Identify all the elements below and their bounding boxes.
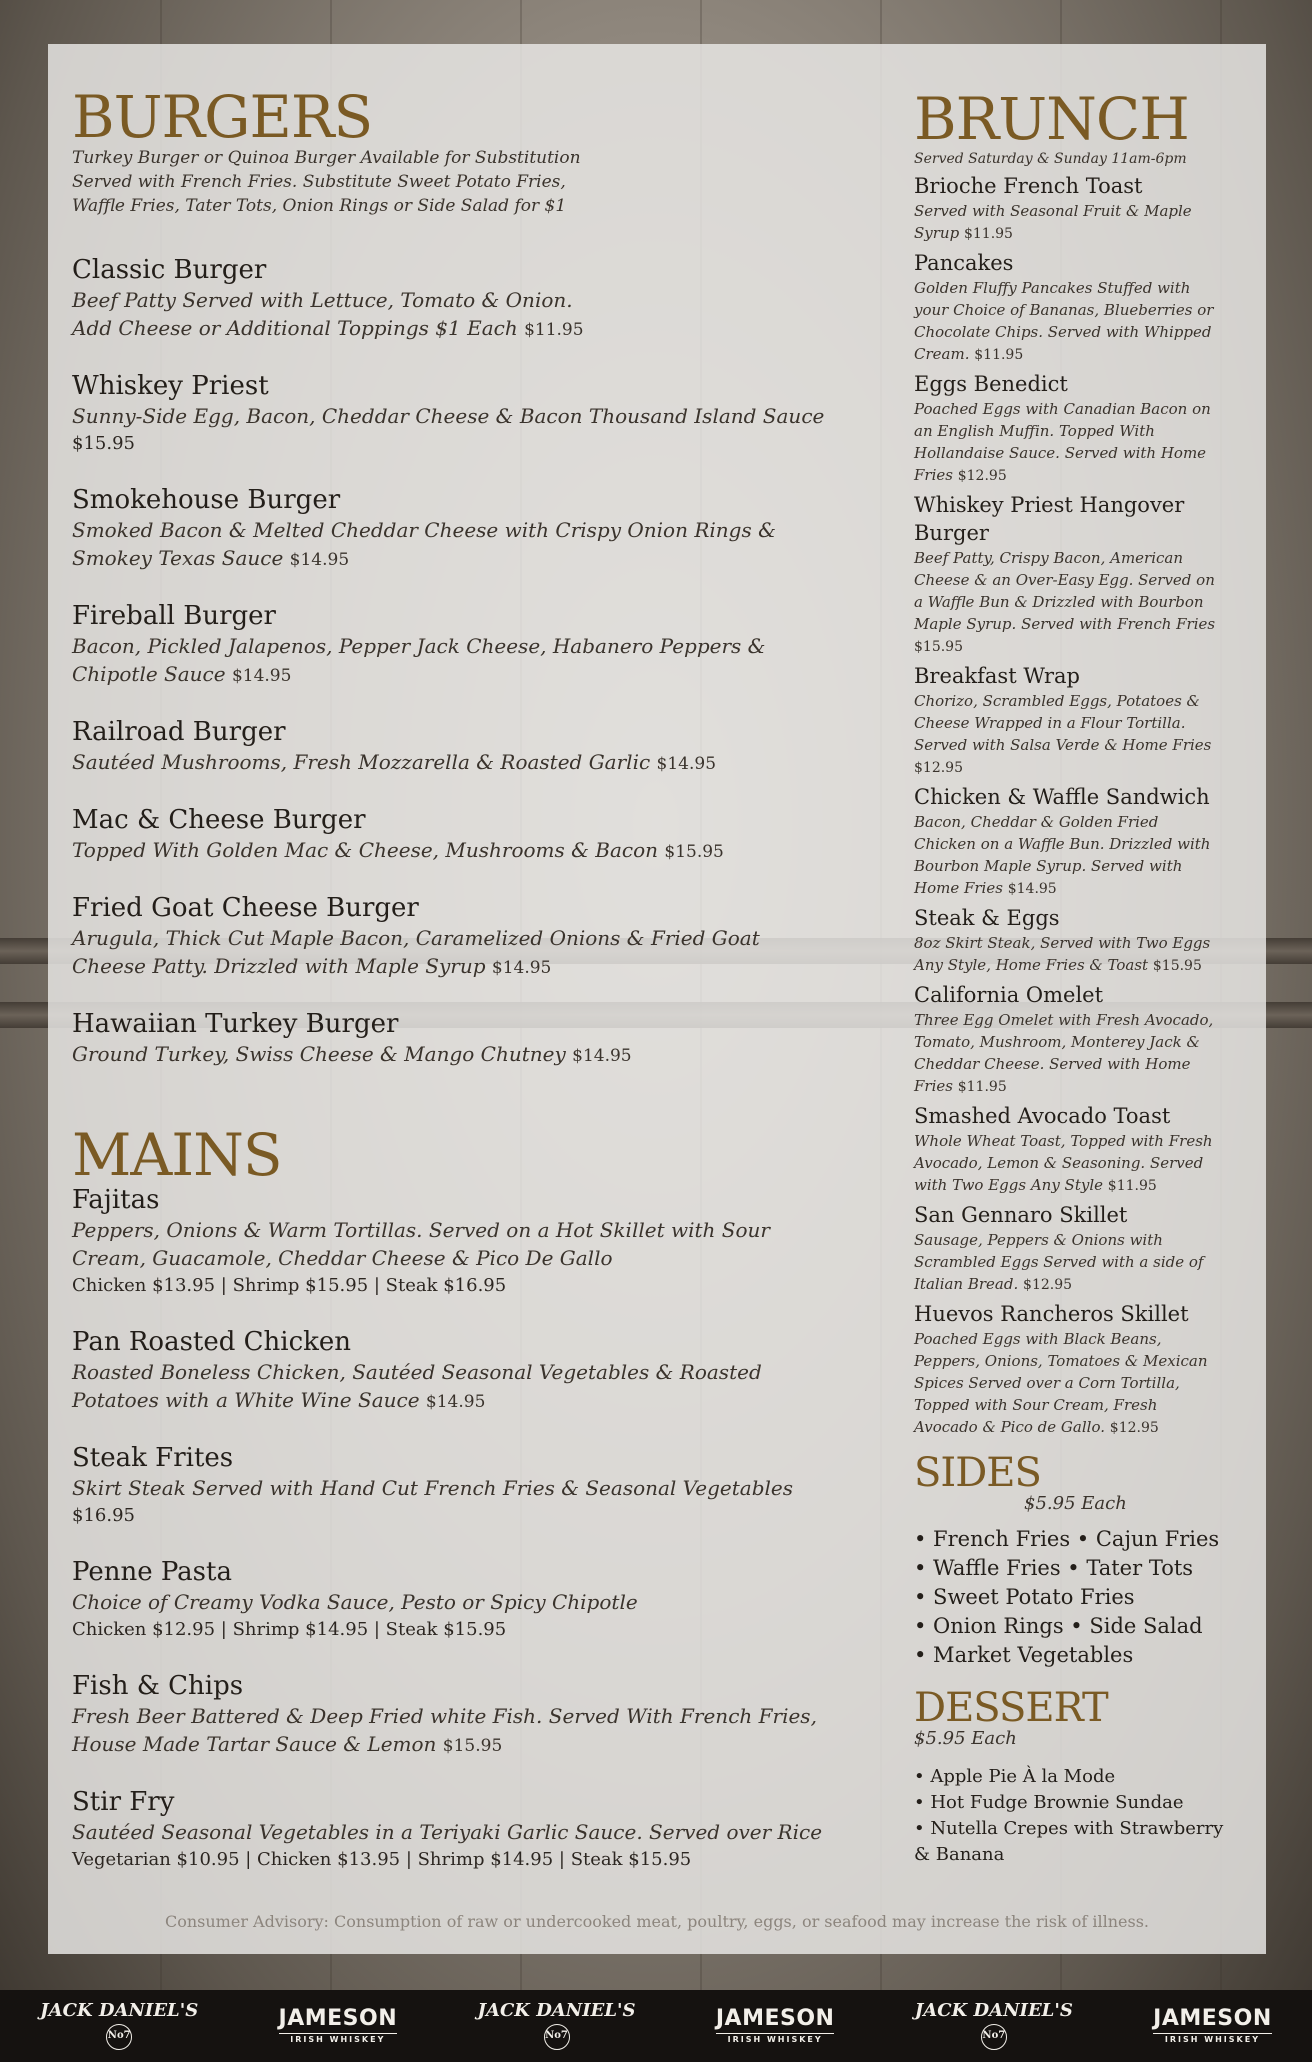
item-description: Poached Eggs with Canadian Bacon on — [914, 400, 1211, 418]
item-description: Cheese Patty. Drizzled with Maple Syrup $14.95 — [72, 954, 552, 978]
sponsor-footer — [0, 1990, 1312, 2062]
mains-section — [72, 1121, 872, 1874]
item-description: Choice of Creamy Vodka Sauce, Pesto or Spicy Chipotle — [72, 1590, 638, 1614]
menu-item — [72, 804, 872, 866]
item-name: Pan Roasted Chicken — [72, 1327, 352, 1357]
item-description: Avocado, Lemon & Seasoning. Served — [914, 1154, 1204, 1172]
item-description — [914, 756, 1254, 779]
item-price: Chicken $13.95 | Shrimp $15.95 | Steak $16.95 — [72, 1275, 507, 1296]
item-name: Brioche French Toast — [914, 174, 1143, 198]
item-name: Eggs Benedict — [914, 372, 1068, 396]
dessert-option: & Banana — [914, 1844, 1005, 1865]
item-description: Sausage, Peppers & Onions with — [914, 1231, 1163, 1249]
menu-item — [72, 1442, 872, 1530]
burgers-note-line: Turkey Burger or Quinoa Burger Available for Substitution — [72, 148, 581, 168]
jameson-logo — [279, 2008, 398, 2044]
item-name: Huevos Rancheros Skillet — [914, 1302, 1189, 1326]
side-option: • Waffle Fries • Tater Tots — [914, 1556, 1194, 1580]
item-name: Fish & Chips — [72, 1671, 244, 1701]
item-name: San Gennaro Skillet — [914, 1203, 1128, 1227]
brunch-item — [914, 783, 1254, 900]
item-price: $14.95 — [491, 958, 552, 978]
item-price: $14.95 — [656, 754, 717, 774]
item-description: Chicken on a Waffle Bun. Drizzled with — [914, 835, 1211, 853]
logo-text: JAMESON — [278, 2006, 398, 2031]
item-description: Sautéed Mushrooms, Fresh Mozzarella & Roasted Garlic $14.95 — [72, 750, 717, 774]
brunch-item — [914, 1300, 1254, 1439]
item-price: $11.95 — [524, 320, 584, 340]
menu-item — [72, 716, 872, 778]
item-name: Whiskey Priest Hangover Burger — [914, 493, 1185, 545]
item-price: $15.95 — [442, 1736, 503, 1756]
item-price: $11.95 — [963, 226, 1013, 242]
item-name: Steak & Eggs — [914, 906, 1060, 930]
item-description: Cheese & an Over-Easy Egg. Served on — [914, 571, 1215, 589]
brunch-item — [914, 172, 1254, 245]
item-description: Poached Eggs with Black Beans, — [914, 1330, 1162, 1348]
dessert-option: • Hot Fudge Brownie Sundae — [914, 1792, 1184, 1813]
item-price: $15.95 — [72, 433, 135, 454]
logo-text: JACK DANIEL'S — [40, 2000, 199, 2021]
side-option: • Sweet Potato Fries — [914, 1585, 1135, 1609]
dessert-option: • Nutella Crepes with Strawberry — [914, 1818, 1224, 1839]
item-description: Fries $11.95 — [914, 1077, 1007, 1095]
item-description: Whole Wheat Toast, Topped with Fresh — [914, 1132, 1213, 1150]
item-description: Topped With Golden Mac & Cheese, Mushrooms & Bacon $15.95 — [72, 838, 724, 862]
jameson-logo — [716, 2008, 835, 2044]
dessert-title: DESSERT — [914, 1685, 1108, 1731]
item-price: $15.95 — [914, 639, 963, 655]
item-description: Bourbon Maple Syrup. Served with — [914, 857, 1183, 875]
item-description: Tomato, Mushroom, Monterey Jack & — [914, 1033, 1200, 1051]
item-description — [914, 635, 1254, 658]
menu-item — [72, 1184, 872, 1300]
dessert-list — [914, 1764, 1254, 1868]
item-price: $11.95 — [957, 1079, 1007, 1095]
menu-item — [72, 1008, 872, 1070]
logo-text: JACK DANIEL'S — [477, 2000, 636, 2021]
logo-text: JAMESON — [1153, 2006, 1272, 2031]
right-column — [914, 85, 1254, 1868]
item-description: Cheddar Cheese. Served with Home — [914, 1055, 1191, 1073]
item-name: Stir Fry — [72, 1787, 175, 1817]
item-description: Fries $12.95 — [914, 466, 1007, 484]
logo-text: JAMESON — [715, 2006, 835, 2031]
item-description: Peppers, Onions & Warm Tortillas. Served on a Hot Skillet with Sour — [72, 1218, 770, 1242]
item-name: Steak Frites — [72, 1443, 234, 1473]
sides-price: $5.95 Each — [1024, 1493, 1127, 1514]
item-price: $12.95 — [1023, 1277, 1073, 1293]
burgers-note-line: Served with French Fries. Substitute Sweet Potato Fries, — [72, 172, 566, 192]
logo-subtext: IRISH WHISKEY — [716, 2033, 835, 2044]
item-price: $14.95 — [231, 666, 292, 686]
item-price: Chicken $12.95 | Shrimp $14.95 | Steak $15.95 — [72, 1619, 507, 1640]
dessert-option: • Apple Pie À la Mode — [914, 1766, 1116, 1787]
item-description: Avocado & Pico de Gallo. $12.95 — [914, 1418, 1159, 1436]
menu-item — [72, 600, 872, 690]
item-name: Mac & Cheese Burger — [72, 805, 366, 835]
item-name: Whiskey Priest — [72, 371, 269, 401]
burgers-title: BURGERS — [72, 83, 373, 151]
item-description: Golden Fluffy Pancakes Stuffed with — [914, 279, 1191, 297]
item-description: 8oz Skirt Steak, Served with Two Eggs — [914, 934, 1211, 952]
brunch-item — [914, 370, 1254, 487]
brunch-item — [914, 1102, 1254, 1197]
item-description: Cheese Wrapped in a Flour Tortilla. — [914, 714, 1186, 732]
item-price: $15.95 — [1152, 958, 1202, 974]
item-name: Chicken & Waffle Sandwich — [914, 785, 1210, 809]
item-description: an English Muffin. Topped With — [914, 422, 1155, 440]
item-price: $15.95 — [664, 842, 724, 862]
item-description: a Waffle Bun & Drizzled with Bourbon — [914, 593, 1204, 611]
item-description: Roasted Boneless Chicken, Sautéed Seasonal Vegetables & Roasted — [72, 1360, 762, 1384]
item-description: Peppers, Onions, Tomatoes & Mexican — [914, 1352, 1208, 1370]
burgers-note-line: Waffle Fries, Tater Tots, Onion Rings or Side Salad for $1 — [72, 196, 567, 216]
item-name: California Omelet — [914, 983, 1104, 1007]
sides-section — [914, 1450, 1254, 1670]
item-description: Add Cheese or Additional Toppings $1 Each $11.95 — [72, 316, 584, 340]
item-description: Any Style, Home Fries & Toast $15.95 — [914, 956, 1202, 974]
item-price: $11.95 — [974, 347, 1024, 363]
jack-daniels-logo — [477, 2002, 635, 2050]
item-description: Maple Syrup. Served with French Fries — [914, 615, 1216, 633]
side-option: • French Fries • Cajun Fries — [914, 1527, 1220, 1551]
item-description: Bacon, Cheddar & Golden Fried — [914, 813, 1159, 831]
item-name: Fried Goat Cheese Burger — [72, 893, 419, 923]
item-name: Smokehouse Burger — [72, 485, 341, 515]
item-description: Hollandaise Sauce. Served with Home — [914, 444, 1207, 462]
logo-subtext: IRISH WHISKEY — [1153, 2033, 1272, 2044]
brunch-item — [914, 662, 1254, 779]
item-name: Hawaiian Turkey Burger — [72, 1009, 399, 1039]
logo-text: JACK DANIEL'S — [914, 2000, 1073, 2021]
menu-item — [72, 1326, 872, 1416]
item-description: Home Fries $14.95 — [914, 879, 1057, 897]
dessert-price: $5.95 Each — [914, 1728, 1017, 1749]
side-option: • Market Vegetables — [914, 1643, 1134, 1667]
brunch-title: BRUNCH — [914, 85, 1189, 153]
logo-badge: No7 — [106, 2024, 132, 2050]
logo-badge: No7 — [981, 2024, 1007, 2050]
item-name: Fireball Burger — [72, 601, 276, 631]
item-description: Ground Turkey, Swiss Cheese & Mango Chutney $14.95 — [72, 1042, 632, 1066]
menu-item — [72, 484, 872, 574]
item-description: Scrambled Eggs Served with a side of — [914, 1253, 1204, 1271]
item-name: Breakfast Wrap — [914, 664, 1080, 688]
item-name: Penne Pasta — [72, 1557, 232, 1587]
item-price: Vegetarian $10.95 | Chicken $13.95 | Shrimp $14.95 | Steak $15.95 — [72, 1849, 692, 1870]
item-price: $16.95 — [72, 1505, 135, 1526]
item-description: Chipotle Sauce $14.95 — [72, 662, 292, 686]
consumer-advisory: Consumer Advisory: Consumption of raw or undercooked meat, poultry, eggs, or seafood may increase the risk of illness. — [164, 1912, 1149, 1931]
item-description: Sautéed Seasonal Vegetables in a Teriyaki Garlic Sauce. Served over Rice — [72, 1820, 823, 1844]
item-price: $14.95 — [289, 550, 350, 570]
item-description: Chocolate Chips. Served with Whipped — [914, 323, 1212, 341]
brunch-item — [914, 904, 1254, 977]
item-description: Served with Seasonal Fruit & Maple — [914, 202, 1192, 220]
menu-item — [72, 370, 872, 458]
sides-title: SIDES — [914, 1450, 1041, 1496]
item-description: your Choice of Bananas, Blueberries or — [914, 301, 1214, 319]
item-description: with Two Eggs Any Style $11.95 — [914, 1176, 1157, 1194]
item-description: Skirt Steak Served with Hand Cut French Fries & Seasonal Vegetables — [72, 1476, 794, 1500]
item-description: Smokey Texas Sauce $14.95 — [72, 546, 350, 570]
menu-item — [72, 1556, 872, 1644]
item-name: Smashed Avocado Toast — [914, 1104, 1171, 1128]
item-description: Three Egg Omelet with Fresh Avocado, — [914, 1011, 1214, 1029]
jack-daniels-logo — [915, 2002, 1073, 2050]
item-price: $14.95 — [1007, 881, 1057, 897]
item-name: Classic Burger — [72, 255, 267, 285]
mains-list — [72, 1184, 872, 1874]
brunch-item — [914, 981, 1254, 1098]
brunch-item — [914, 491, 1254, 658]
item-name: Pancakes — [914, 251, 1014, 275]
mains-title: MAINS — [72, 1121, 282, 1189]
burgers-list — [72, 254, 872, 1070]
brunch-section — [914, 85, 1254, 1439]
jameson-logo — [1153, 2008, 1272, 2044]
item-name: Fajitas — [72, 1185, 160, 1215]
item-description: Syrup $11.95 — [914, 224, 1013, 242]
item-price: $14.95 — [425, 1392, 486, 1412]
brunch-note: Served Saturday & Sunday 11am-6pm — [914, 151, 1187, 167]
menu-item — [72, 1786, 872, 1874]
item-description: Potatoes with a White Wine Sauce $14.95 — [72, 1388, 486, 1412]
dessert-section — [914, 1685, 1254, 1868]
item-description: Spices Served over a Corn Tortilla, — [914, 1374, 1180, 1392]
side-option: • Onion Rings • Side Salad — [914, 1614, 1203, 1638]
item-description: Cream, Guacamole, Cheddar Cheese & Pico De Gallo — [72, 1246, 613, 1270]
item-description: Fresh Beer Battered & Deep Fried white Fish. Served With French Fries, — [72, 1704, 817, 1728]
item-description: Cream. $11.95 — [914, 345, 1024, 363]
item-price: $14.95 — [572, 1046, 632, 1066]
left-column — [72, 83, 872, 1874]
item-description: House Made Tartar Sauce & Lemon $15.95 — [72, 1732, 503, 1756]
item-description: Arugula, Thick Cut Maple Bacon, Caramelized Onions & Fried Goat — [72, 926, 760, 950]
sides-list — [914, 1525, 1254, 1670]
brunch-list — [914, 172, 1254, 1439]
item-description: Topped with Sour Cream, Fresh — [914, 1396, 1158, 1414]
brunch-item — [914, 249, 1254, 366]
item-price: $12.95 — [914, 760, 963, 776]
item-price: $12.95 — [1109, 1420, 1159, 1436]
item-description: Served with Salsa Verde & Home Fries — [914, 736, 1212, 754]
burgers-section — [72, 83, 872, 1070]
item-description: Chorizo, Scrambled Eggs, Potatoes & — [914, 692, 1200, 710]
menu-item — [72, 1670, 872, 1760]
item-description: Sunny-Side Egg, Bacon, Cheddar Cheese & Bacon Thousand Island Sauce — [72, 404, 825, 428]
burgers-notes — [72, 146, 872, 218]
item-description: Bacon, Pickled Jalapenos, Pepper Jack Cheese, Habanero Peppers & — [72, 634, 766, 658]
item-price: $11.95 — [1107, 1178, 1157, 1194]
item-price: $12.95 — [957, 468, 1007, 484]
item-description: Beef Patty Served with Lettuce, Tomato & Onion. — [72, 288, 573, 312]
item-name: Railroad Burger — [72, 717, 286, 747]
brunch-item — [914, 1201, 1254, 1296]
menu-item — [72, 892, 872, 982]
item-description: Smoked Bacon & Melted Cheddar Cheese with Crispy Onion Rings & — [72, 518, 776, 542]
logo-badge: No7 — [544, 2024, 570, 2050]
logo-subtext: IRISH WHISKEY — [279, 2033, 398, 2044]
menu-item — [72, 254, 872, 344]
item-description: Italian Bread. $12.95 — [914, 1275, 1073, 1293]
item-description: Beef Patty, Crispy Bacon, American — [914, 549, 1184, 567]
jack-daniels-logo — [40, 2002, 198, 2050]
